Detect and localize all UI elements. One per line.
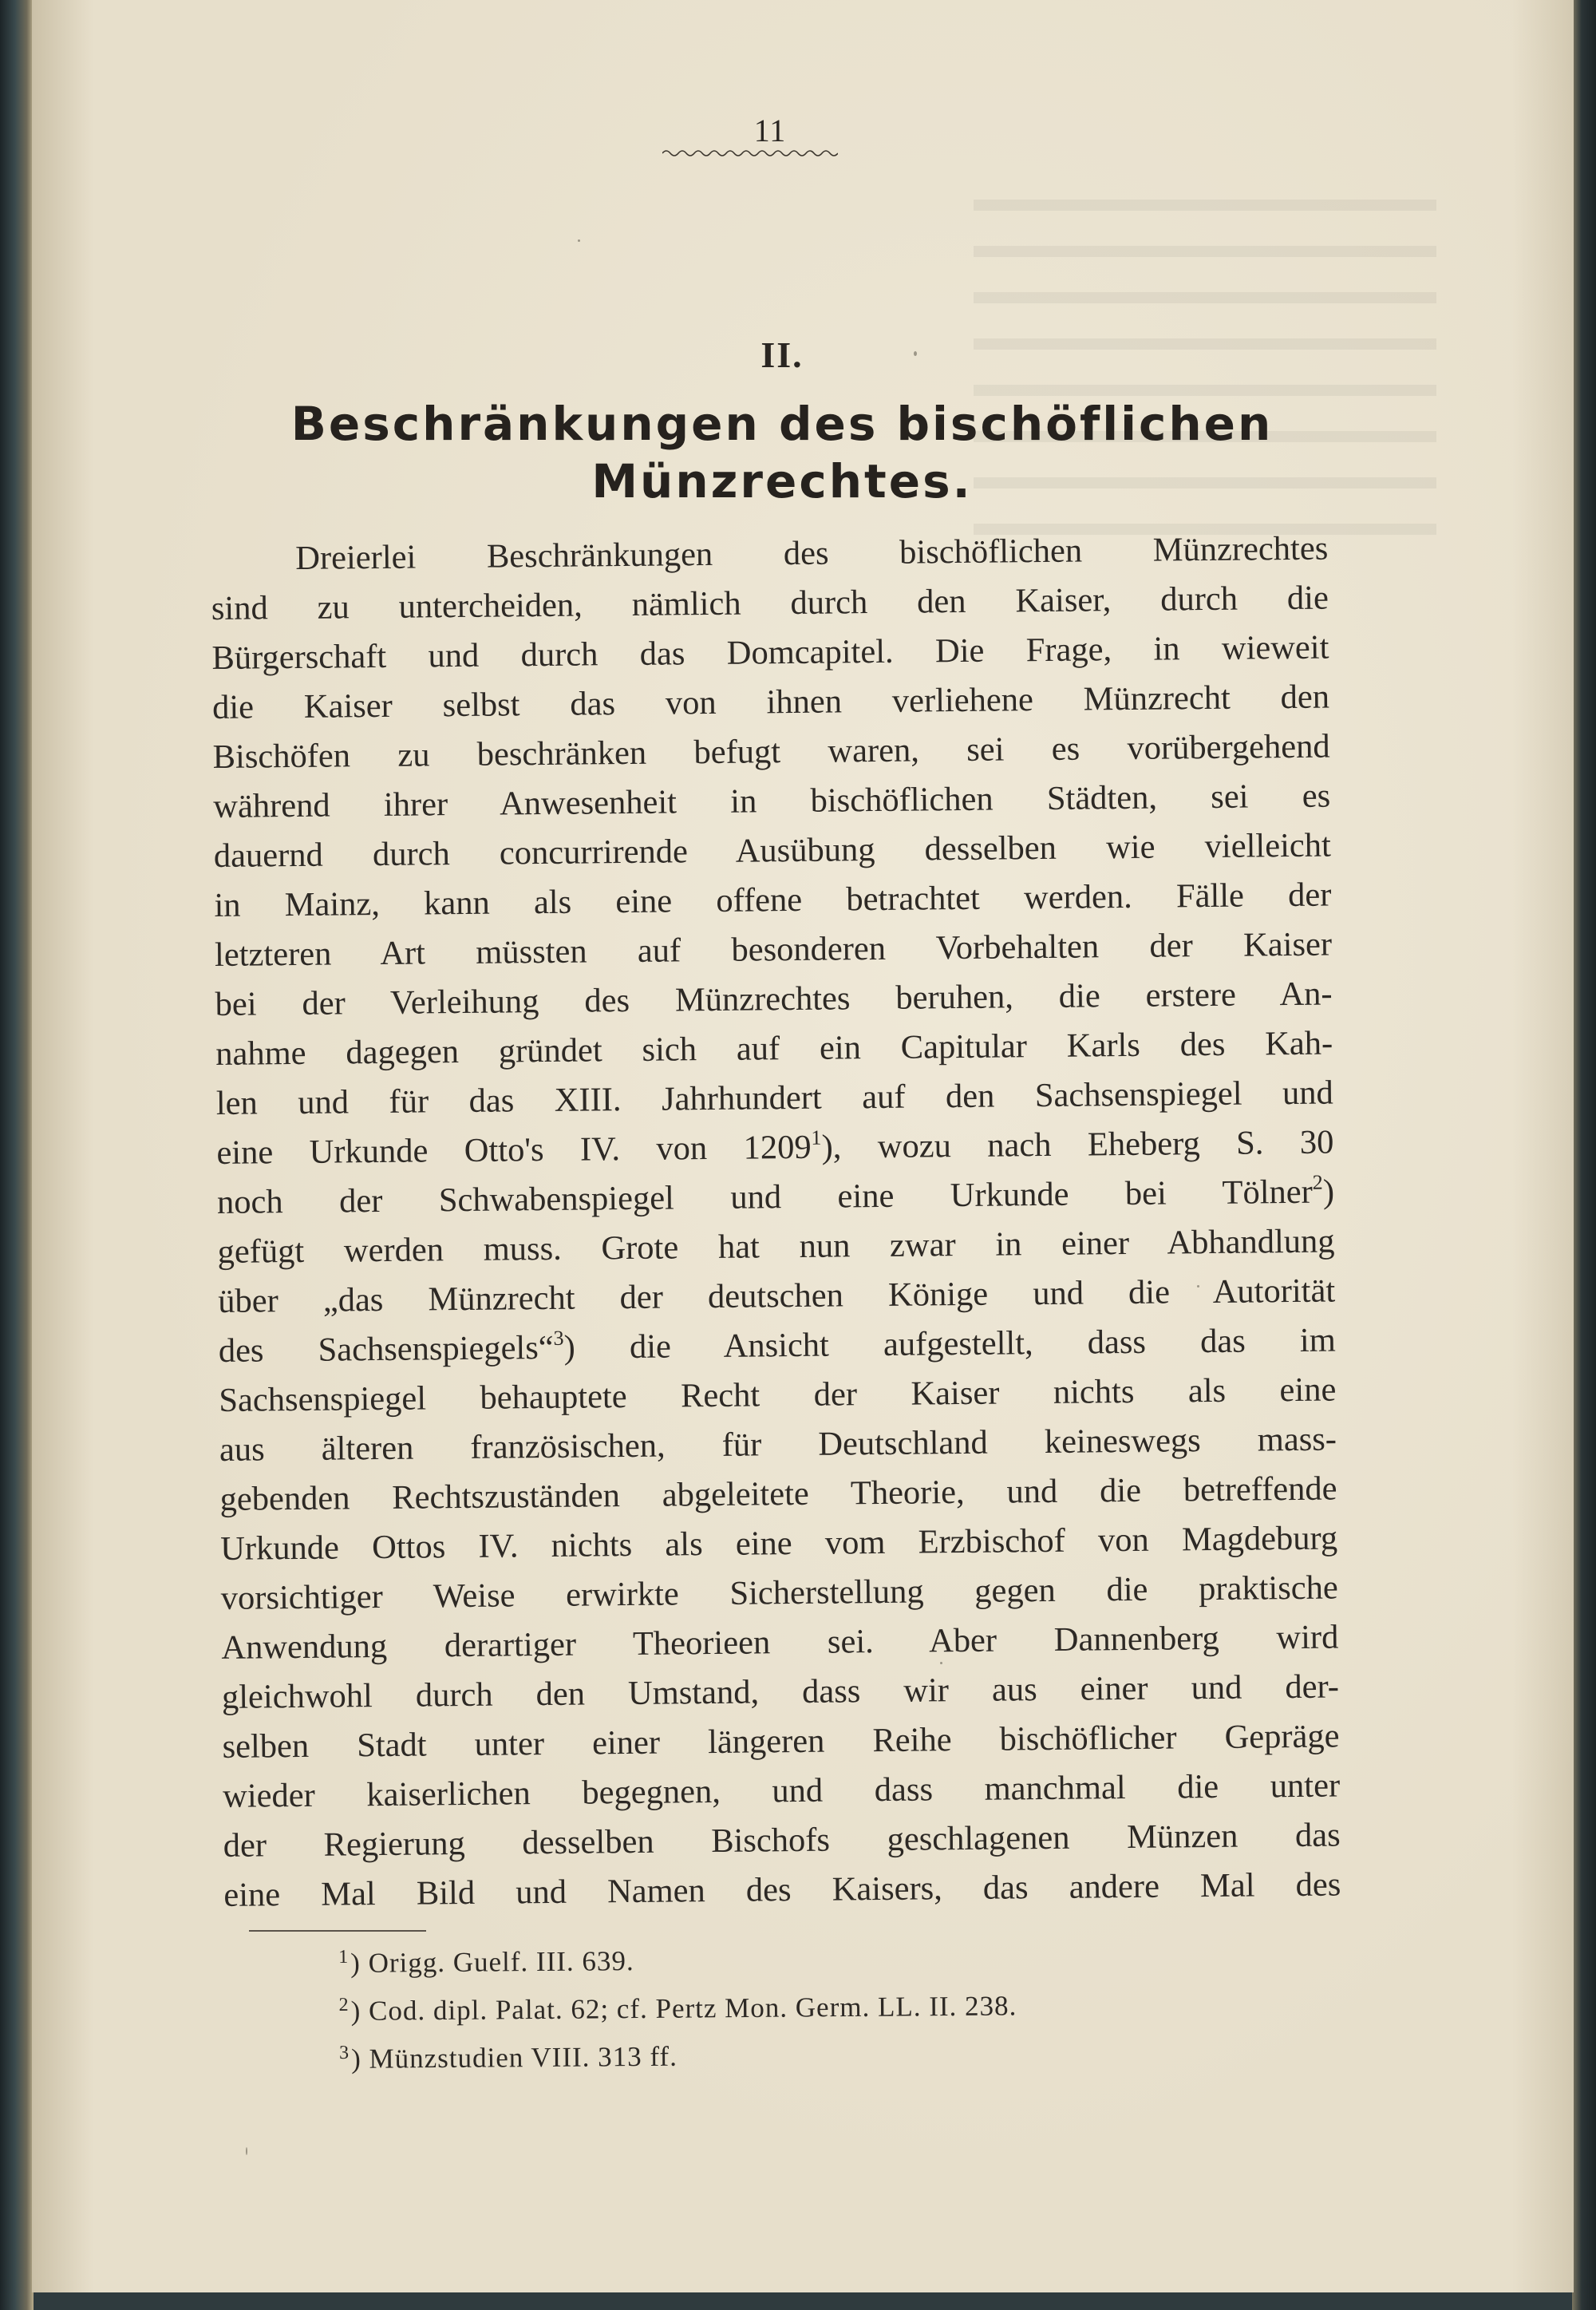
text-line: Urkunde Ottos IV. nichts als eine vom Erzbischof von Magdeburg [219,1519,1338,1568]
text-line: letzteren Art müssten auf besonderen Vorbehalten der Kaiser [214,925,1333,974]
footnote-ref-1: 1 [811,1125,822,1149]
text-line: Bischöfen zu beschränken befugt waren, sei es vorübergehend [212,727,1330,776]
book-binding-left [0,0,34,2310]
footnote-text: ) Cod. dipl. Palat. 62; cf. Pertz Mon. Germ. LL. II. 238. [350,1990,1017,2027]
text-line: wieder kaiserlichen begegnen, und dass manchmal die unter [222,1766,1341,1815]
text-line: eine Mal Bild und Namen des Kaisers, das andere Mal des [223,1865,1341,1914]
text-line: len und für das XIII. Jahrhundert auf den Sachsenspiegel und [215,1074,1334,1122]
chapter-title [32,395,1532,510]
chapter-title-line-2: Münzrechtes. [591,454,973,508]
chapter-title-line-1: Beschränkungen des bischöflichen [290,397,1274,451]
text-line: nahme dagegen gründet sich auf ein Capitular Karls des Kah- [215,1024,1333,1073]
text-line: gebenden Rechtszuständen abgeleitete Theorie, und die betreffende [219,1469,1337,1518]
text-line: in Mainz, kann als eine offene betrachtet werden. Fälle der [214,876,1332,924]
text-segment: ), wozu nach Eheberg S. 30 [821,1123,1334,1166]
text-line: gleichwohl durch den Umstand, dass wir aus einer und der- [221,1667,1340,1716]
page-number: 11 [753,113,787,148]
text-line: sind zu untercheiden, nämlich durch den Kaiser, durch die [211,579,1329,627]
text-line: gefügt werden muss. Grote hat nun zwar in einer Abhandlung [217,1222,1335,1271]
text-line: dauernd durch concurrirende Ausübung desselben wie vielleicht [213,826,1332,875]
footnotes [338,1936,1017,2085]
footnote-1 [338,1936,1017,1989]
paper-speck [940,1662,942,1664]
chapter-number: II. [760,334,804,375]
paper-speck [246,2147,247,2155]
text-line: aus älteren französischen, für Deutschland keineswegs mass- [219,1420,1337,1469]
text-line: über „das Münzrecht der deutschen Könige und die Autorität [217,1272,1336,1320]
text-segment: des Sachsenspiegels“ [218,1328,554,1370]
footnote-ref-2: 2 [1312,1170,1323,1194]
footnote-mark: 1 [338,1946,350,1968]
paper-speck [1197,1285,1199,1288]
footnote-mark: 3 [338,2042,350,2063]
text-line: der Regierung desselben Bischofs geschlagenen Münzen das [223,1816,1341,1865]
footnote-text: ) Münzstudien VIII. 313 ff. [351,2040,678,2075]
footnote-ref-3: 3 [553,1326,564,1350]
text-line: Bürgerschaft und durch das Domcapitel. Die Frage, in wieweit [211,628,1329,677]
page-number-ornament [662,148,838,158]
book-binding-right [1572,0,1596,2310]
text-segment: eine Urkunde Otto's IV. von 1209 [216,1128,812,1172]
text-line: die Kaiser selbst das von ihnen verliehene Münzrecht den [211,678,1330,726]
text-line: Sachsenspiegel behauptete Recht der Kaiser nichts als eine [219,1371,1337,1419]
text-line: selben Stadt unter einer längeren Reihe bischöflicher Gepräge [222,1717,1340,1766]
text-line: Dreierlei Beschränkungen des bischöflichen Münzrechtes [295,529,1329,577]
footnote-divider [249,1930,426,1932]
footnote-2 [338,1984,1017,2037]
footnote-3 [339,2031,1017,2085]
book-page [32,0,1574,2292]
body-paragraph [211,524,1341,1920]
text-line: Anwendung derartiger Theorieen sei. Aber Dannenberg wird [221,1618,1339,1667]
text-line: vorsichtiger Weise erwirkte Sicherstellung gegen die praktische [220,1568,1338,1617]
text-segment: noch der Schwabenspiegel und eine Urkunde bei Tölner [216,1173,1314,1221]
footnote-mark: 2 [338,1994,350,2015]
paper-speck [578,239,580,242]
text-line: bei der Verleihung des Münzrechtes beruhen, die erstere An- [215,975,1333,1023]
paper-speck [914,351,917,356]
text-line: während ihrer Anwesenheit in bischöflichen Städten, sei es [213,777,1331,825]
footnote-text: ) Origg. Guelf. III. 639. [350,1945,634,1979]
text-segment: ) [1322,1173,1335,1211]
text-segment: ) die Ansicht aufgestellt, dass das im [563,1321,1336,1367]
